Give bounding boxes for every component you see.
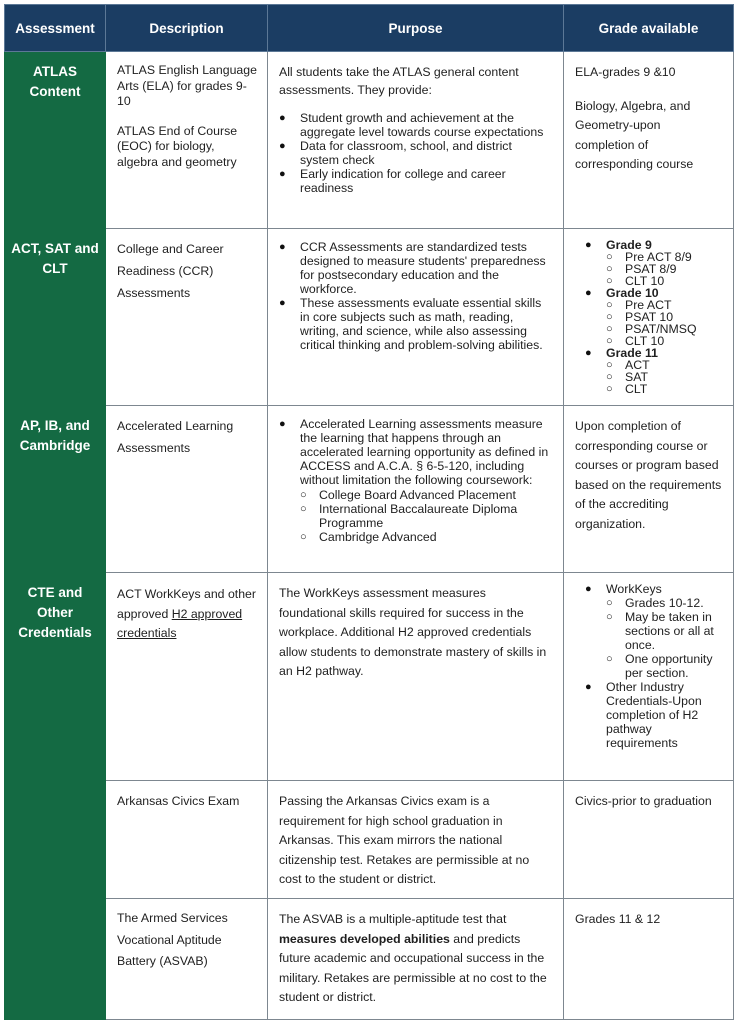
list-item: ○ Cambridge Advanced <box>319 530 553 544</box>
list-item: ○ CLT 10 <box>625 335 723 347</box>
grade-atlas-ela: ELA-grades 9 &10 <box>575 65 676 79</box>
header-grade-available: Grade available <box>564 5 734 52</box>
row-atlas <box>5 52 734 229</box>
purpose-asvab-bold: measures developed abilities <box>279 931 450 946</box>
row-cte-workkeys <box>5 573 734 781</box>
grade-9-item <box>606 239 723 287</box>
list-item: ● CCR Assessments are standardized tests designed to measure students' preparedness for postsecondary education and the workforce. <box>300 240 553 296</box>
assessment-ap-ib-cambridge: AP, IB, and Cambridge <box>5 406 106 573</box>
description-workkeys-text: ACT WorkKeys and other approved <box>117 587 256 621</box>
purpose-atlas-list <box>279 111 553 195</box>
header-purpose: Purpose <box>268 5 564 52</box>
description-atlas-eoc: ATLAS End of Course (EOC) for biology, algebra and geometry <box>117 123 238 169</box>
grade-10-tests <box>606 299 723 347</box>
purpose-asvab-post: and predicts future academic and occupational success in the military. Retakes are permissible at no cost to the student or district. <box>279 931 547 1004</box>
list-item <box>300 417 553 544</box>
list-item: ● These assessments evaluate essential skills in core subjects such as math, reading, writing, and science, while also assessing critical thinking and problem-solving abilities. <box>300 296 553 352</box>
grade-10-label: Grade 10 <box>606 286 659 300</box>
purpose-asvab <box>268 899 564 1020</box>
list-item: ○ CLT <box>625 383 723 395</box>
list-item: ○ CLT 10 <box>625 275 723 287</box>
description-civics: Arkansas Civics Exam <box>106 781 268 899</box>
purpose-accelerated <box>268 406 564 573</box>
list-item: ○ Pre ACT <box>625 299 723 311</box>
grade-workkeys <box>564 573 734 781</box>
grade-9-label: Grade 9 <box>606 238 652 252</box>
assessment-table-container <box>4 4 733 1020</box>
grade-asvab: Grades 11 & 12 <box>564 899 734 1020</box>
row-ap-ib-cambridge <box>5 406 734 573</box>
grade-10-item <box>606 287 723 347</box>
description-asvab: The Armed Services Vocational Aptitude Battery (ASVAB) <box>106 899 268 1020</box>
row-civics <box>5 781 734 899</box>
grade-atlas <box>564 52 734 229</box>
list-item: ● Early indication for college and career readiness <box>300 167 553 195</box>
purpose-asvab-pre: The ASVAB is a multiple-aptitude test that <box>279 912 507 926</box>
list-item: ○ PSAT 8/9 <box>625 263 723 275</box>
assessment-table <box>4 4 734 1020</box>
purpose-civics: Passing the Arkansas Civics exam is a requirement for high school graduation in Arkansas. This exam mirrors the national citizenship test. Retakes are permissible at no cost to the student or district. <box>268 781 564 899</box>
description-accelerated: Accelerated Learning Assessments <box>106 406 268 573</box>
list-item: ○ PSAT/NMSQ <box>625 323 723 335</box>
list-item: ○ One opportunity per section. <box>625 652 723 680</box>
header-row <box>5 5 734 52</box>
workkeys-item <box>606 582 723 680</box>
list-item: ○ SAT <box>625 371 723 383</box>
workkeys-details <box>606 596 723 680</box>
header-description: Description <box>106 5 268 52</box>
h2-credentials-link[interactable]: H2 approved credentials <box>117 606 243 640</box>
other-credentials-item: ● Other Industry Credentials-Upon completion of H2 pathway requirements <box>606 680 723 750</box>
row-asvab <box>5 899 734 1020</box>
grade-accelerated: Upon completion of corresponding course or courses or program based based on the requirements of the accrediting organization. <box>564 406 734 573</box>
purpose-accelerated-sub <box>300 488 553 544</box>
purpose-accelerated-list <box>279 417 553 544</box>
grade-ccr <box>564 229 734 406</box>
description-workkeys <box>106 573 268 781</box>
list-item: ○ Pre ACT 8/9 <box>625 251 723 263</box>
grade-11-tests <box>606 359 723 395</box>
list-item: ○ Grades 10-12. <box>625 596 723 610</box>
purpose-ccr <box>268 229 564 406</box>
grade-9-tests <box>606 251 723 287</box>
header-assessment: Assessment <box>5 5 106 52</box>
grade-11-label: Grade 11 <box>606 346 658 360</box>
grade-workkeys-list <box>575 582 723 750</box>
list-item: ● Student growth and achievement at the aggregate level towards course expectations <box>300 111 553 139</box>
list-item: ● Data for classroom, school, and district system check <box>300 139 553 167</box>
purpose-atlas <box>268 52 564 229</box>
purpose-ccr-list <box>279 240 553 352</box>
list-item: ○ College Board Advanced Placement <box>319 488 553 502</box>
list-item: ○ May be taken in sections or all at once. <box>625 610 723 652</box>
assessment-cte: CTE and Other Credentials <box>5 573 106 1020</box>
row-act-sat-clt <box>5 229 734 406</box>
assessment-atlas: ATLAS Content <box>5 52 106 229</box>
purpose-atlas-intro: All students take the ATLAS general content assessments. They provide: <box>279 65 519 97</box>
description-ccr: College and Career Readiness (CCR) Assessments <box>106 229 268 406</box>
grade-atlas-eoc: Biology, Algebra, and Geometry-upon completion of corresponding course <box>575 98 694 171</box>
grade-ccr-list <box>575 239 723 395</box>
grade-civics: Civics-prior to graduation <box>564 781 734 899</box>
purpose-workkeys: The WorkKeys assessment measures foundational skills required for success in the workplace. Additional H2 approved credentials allow students to demonstrate mastery of skills in an H2 pathway. <box>268 573 564 781</box>
assessment-act-sat-clt: ACT, SAT and CLT <box>5 229 106 406</box>
description-atlas <box>106 52 268 229</box>
list-item: ○ PSAT 10 <box>625 311 723 323</box>
list-item: ○ International Baccalaureate Diploma Programme <box>319 502 553 530</box>
list-item: ○ ACT <box>625 359 723 371</box>
grade-11-item <box>606 347 723 395</box>
purpose-accelerated-text: Accelerated Learning assessments measure the learning that happens through an accelerated learning opportunity as defined in ACCESS and A.C.A. § 6-5-120, including without limitation the following coursework: <box>300 417 549 487</box>
workkeys-label: WorkKeys <box>606 582 662 596</box>
description-atlas-ela: ATLAS English Language Arts (ELA) for grades 9-10 <box>117 63 257 108</box>
